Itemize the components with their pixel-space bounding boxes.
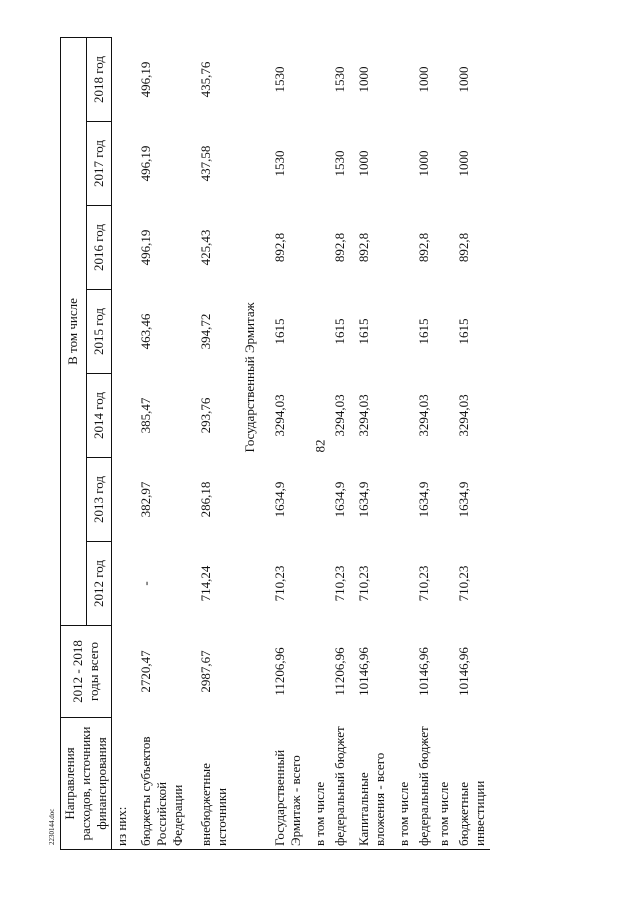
header-total: 2012 - 2018 годы всего [61, 626, 112, 718]
table-row [266, 37, 310, 849]
cell-value [434, 37, 454, 121]
table-body-section [266, 37, 490, 849]
header-year: 2018 год [86, 37, 112, 121]
cell-value [434, 542, 454, 626]
cell-value [394, 290, 414, 374]
header-year: 2017 год [86, 122, 112, 206]
cell-value: 1615 [356, 318, 371, 345]
cell-value: 10146,96 [456, 647, 471, 696]
cell-value: 394,72 [198, 313, 213, 350]
document-id: 2230144.doc [48, 808, 56, 845]
cell-value: 3294,03 [356, 394, 371, 437]
cell-value [112, 458, 133, 542]
cell-value: 1530 [272, 66, 287, 93]
table-row [394, 37, 414, 849]
cell-value: 892,8 [272, 232, 287, 263]
page-number-text: 82 [312, 439, 327, 453]
table-row [310, 37, 330, 849]
cell-value [112, 374, 133, 458]
cell-value [394, 206, 414, 290]
cell-value: 892,8 [356, 232, 371, 263]
cell-value: 710,23 [456, 565, 471, 602]
cell-value [434, 206, 454, 290]
cell-value: 496,19 [138, 145, 153, 182]
cell-value [310, 458, 330, 542]
header-year: 2013 год [86, 458, 112, 542]
row-label: в том числе [310, 718, 330, 850]
cell-value: 3294,03 [332, 394, 347, 437]
row-label: бюджеты субъектов Российской Федерации [132, 718, 192, 850]
cell-value [310, 122, 330, 206]
row-label: Государственный Эрмитаж - всего [266, 718, 310, 850]
cell-value: 1000 [416, 66, 431, 93]
cell-value: 1530 [332, 150, 347, 177]
row-label: федеральный бюджет [330, 718, 350, 850]
cell-value: 286,18 [198, 481, 213, 518]
cell-value: 1634,9 [272, 481, 287, 518]
cell-value [112, 542, 133, 626]
header-group: В том числе [61, 37, 87, 625]
cell-value: 10146,96 [356, 647, 371, 696]
cell-value: 1530 [332, 66, 347, 93]
section-title: Государственный Эрмитаж [242, 302, 257, 453]
cell-value [310, 290, 330, 374]
cell-value: 496,19 [138, 61, 153, 98]
cell-value: 11206,96 [332, 647, 347, 696]
row-label: бюджетные инвестиции [454, 718, 490, 850]
cell-value: 3294,03 [272, 394, 287, 437]
cell-value [310, 542, 330, 626]
cell-value: 1615 [416, 318, 431, 345]
cell-value: 1634,9 [356, 481, 371, 518]
cell-value [310, 206, 330, 290]
cell-value: 11206,96 [272, 647, 287, 696]
row-label: федеральный бюджет [414, 718, 434, 850]
rotated-page-content [60, 38, 572, 850]
table-section-heading [236, 37, 266, 849]
cell-value [310, 626, 330, 718]
cell-value: 1634,9 [332, 481, 347, 518]
cell-value: 892,8 [416, 232, 431, 263]
cell-value: 3294,03 [416, 394, 431, 437]
table-row [414, 37, 434, 849]
header-year: 2012 год [86, 542, 112, 626]
cell-value [394, 542, 414, 626]
cell-value [112, 626, 133, 718]
cell-value: 293,76 [198, 397, 213, 434]
table-row [330, 37, 350, 849]
table-row [434, 37, 454, 849]
row-label: внебюджетные источники [192, 718, 236, 850]
table-row [192, 37, 236, 849]
cell-value: - [138, 581, 153, 586]
cell-value: 892,8 [332, 232, 347, 263]
cell-value [112, 37, 133, 121]
cell-value [112, 290, 133, 374]
row-label: в том числе [394, 718, 414, 850]
table-body-top [112, 37, 237, 849]
cell-value: 496,19 [138, 229, 153, 266]
cell-value [310, 374, 330, 458]
cell-value [434, 374, 454, 458]
cell-value: 1634,9 [416, 481, 431, 518]
table-header [61, 37, 112, 849]
budget-table [60, 37, 490, 850]
cell-value [394, 37, 414, 121]
table-row [454, 37, 490, 849]
cell-value: 1530 [272, 150, 287, 177]
cell-value [394, 626, 414, 718]
cell-value: 710,23 [356, 565, 371, 602]
cell-value: 1000 [456, 66, 471, 93]
cell-value: 1000 [356, 66, 371, 93]
header-year: 2016 год [86, 206, 112, 290]
cell-value [434, 290, 454, 374]
cell-value: 3294,03 [456, 394, 471, 437]
cell-value [394, 374, 414, 458]
header-year: 2015 год [86, 290, 112, 374]
cell-value: 1000 [456, 150, 471, 177]
cell-value [394, 458, 414, 542]
cell-value: 710,23 [272, 565, 287, 602]
cell-value: 437,58 [198, 145, 213, 182]
cell-value: 1634,9 [456, 481, 471, 518]
cell-value: 1000 [416, 150, 431, 177]
cell-value [434, 458, 454, 542]
cell-value: 710,23 [332, 565, 347, 602]
table-row [112, 37, 133, 849]
header-direction: Направления расходов, источники финансирования [61, 718, 112, 850]
cell-value: 1615 [456, 318, 471, 345]
cell-value: 385,47 [138, 397, 153, 434]
cell-value: 2987,67 [198, 650, 213, 693]
row-label: в том числе [434, 718, 454, 850]
cell-value: 1615 [272, 318, 287, 345]
cell-value: 2720,47 [138, 650, 153, 693]
cell-value: 463,46 [138, 313, 153, 350]
table-row [350, 37, 394, 849]
row-label: Капитальные вложения - всего [350, 718, 394, 850]
cell-value [310, 37, 330, 121]
cell-value [434, 626, 454, 718]
cell-value [112, 206, 133, 290]
cell-value [434, 122, 454, 206]
cell-value: 382,97 [138, 481, 153, 518]
cell-value [112, 122, 133, 206]
cell-value: 1615 [332, 318, 347, 345]
cell-value: 435,76 [198, 61, 213, 98]
table-row [132, 37, 192, 849]
cell-value: 714,24 [198, 565, 213, 602]
header-year: 2014 год [86, 374, 112, 458]
cell-value: 425,43 [198, 229, 213, 266]
cell-value: 710,23 [416, 565, 431, 602]
cell-value [394, 122, 414, 206]
cell-value: 1000 [356, 150, 371, 177]
cell-value: 892,8 [456, 232, 471, 263]
row-label: из них: [112, 718, 133, 850]
cell-value: 10146,96 [416, 647, 431, 696]
